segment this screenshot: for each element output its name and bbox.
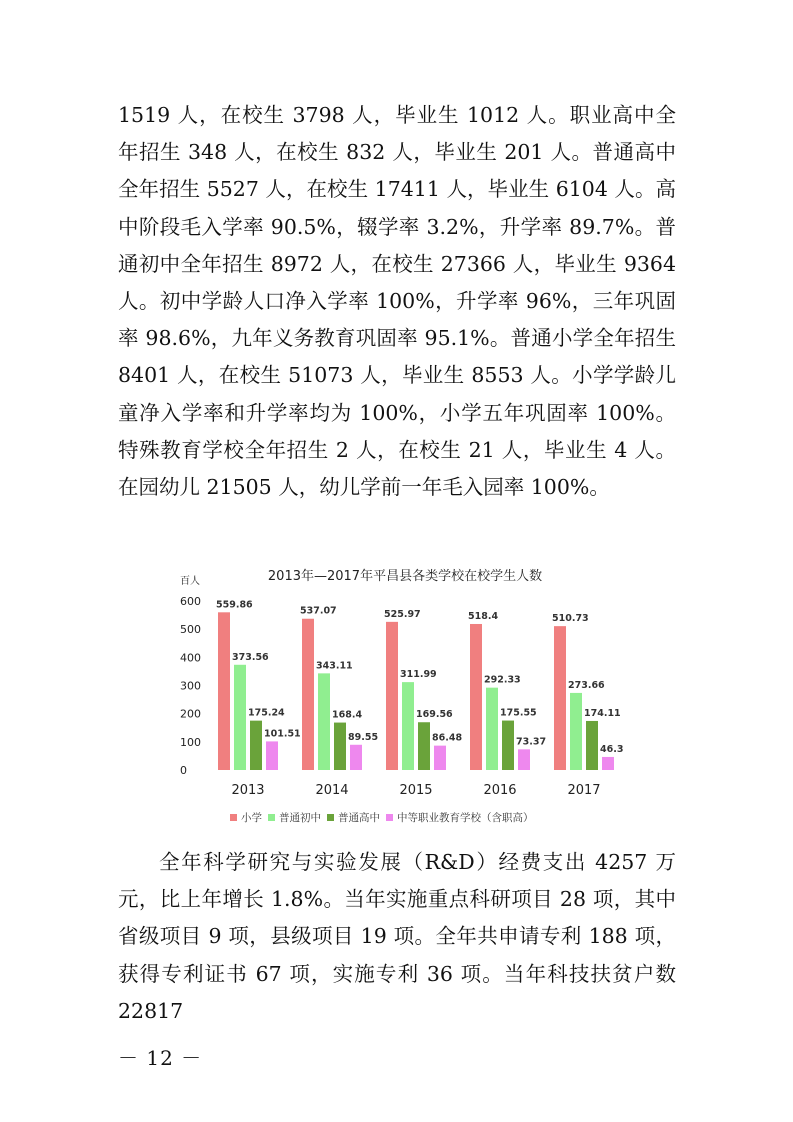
y-axis-unit-label: 百人	[180, 576, 200, 587]
y-tick-label: 0	[180, 764, 187, 777]
bar-2016-series-3	[518, 749, 530, 770]
bar-2015-series-2	[418, 722, 430, 770]
bar-value-label: 510.73	[552, 613, 589, 625]
bar-2015-series-1	[402, 682, 414, 770]
bar-2015-series-0	[386, 622, 398, 770]
bar-value-label: 343.11	[316, 660, 353, 672]
bar-value-label: 311.99	[400, 669, 437, 681]
chart-title: 2013年—2017年平昌县各类学校在校学生人数	[267, 569, 543, 584]
legend-label-2: 普通高中	[338, 812, 380, 824]
chart-canvas	[170, 558, 640, 843]
bar-2017-series-0	[554, 626, 566, 770]
legend-label-1: 普通初中	[279, 812, 321, 824]
bar-value-label: 46.3	[600, 743, 624, 755]
y-tick-label: 600	[180, 595, 201, 608]
bar-value-label: 373.56	[232, 651, 269, 663]
bar-value-label: 175.24	[248, 707, 285, 719]
y-tick-label: 100	[180, 735, 201, 749]
bar-value-label: 86.48	[432, 732, 463, 744]
bar-2016-series-2	[502, 721, 514, 770]
bar-value-label: 292.33	[484, 674, 521, 686]
student-enrollment-chart	[170, 558, 640, 843]
x-tick-label: 2014	[315, 783, 349, 798]
x-tick-label: 2017	[567, 783, 601, 798]
x-axis-ticks	[231, 783, 600, 798]
bar-value-label: 273.66	[568, 679, 605, 691]
bar-value-label: 175.55	[500, 707, 537, 719]
bar-2017-series-1	[570, 693, 582, 770]
bar-value-label: 518.4	[468, 610, 499, 622]
bar-value-label: 73.37	[516, 736, 547, 748]
bar-2014-series-2	[334, 723, 346, 770]
y-tick-label: 200	[180, 707, 201, 721]
bar-2013-series-1	[234, 665, 246, 770]
bar-2014-series-3	[350, 745, 362, 770]
bar-2016-series-0	[470, 624, 482, 770]
bar-value-label: 89.55	[348, 731, 379, 743]
legend-swatch-1	[268, 814, 275, 821]
body-paragraph-education: 1519 人，在校生 3798 人，毕业生 1012 人。职业高中全年招生 348 人，在校生 832 人，毕业生 201 人。普通高中全年招生 5527 人，在校生 17411 人，毕业生 6104 人。高中阶段毛入学率 90.5%，辍学率 3.2%，升学率 89.7%。普通初中全年招生 8972 人，在校生 27366 人，毕业生 9364 人。初中学龄人口净入学率 100%，升学率 96%，三年巩固率 98.6%，九年义务教育巩固率 95.1%。普通小学全年招生 8401 人，在校生 51073 人，毕业生 8553 人。小学学龄儿童净入学率和升学率均为 100%，小学五年巩固率 100%。特殊教育学校全年招生 2 人，在校生 21 人，毕业生 4 人。在园幼儿 21505 人，幼儿学前一年毛入园率 100%。	[118, 103, 676, 500]
chart-bars	[216, 599, 623, 770]
legend-swatch-2	[327, 814, 334, 821]
bar-2013-series-2	[250, 721, 262, 770]
y-tick-label: 300	[180, 679, 201, 693]
bar-2016-series-1	[486, 688, 498, 770]
x-tick-label: 2016	[483, 783, 517, 798]
bar-value-label: 174.11	[584, 707, 621, 719]
bar-value-label: 169.56	[416, 709, 453, 721]
x-tick-label: 2015	[399, 783, 433, 798]
body-paragraph-research: 全年科学研究与实验发展（R&D）经费支出 4257 万元，比上年增长 1.8%。当年实施重点科研项目 28 项，其中省级项目 9 项，县级项目 19 项。全年共申请专利 188 项，获得专利证书 67 项，实施专利 36 项。当年科技扶贫户数 22817	[118, 850, 676, 1023]
legend-label-3: 中等职业教育学校（含职高）	[397, 812, 534, 824]
bar-value-label: 559.86	[216, 599, 253, 611]
y-axis-ticks	[180, 595, 201, 777]
bar-2014-series-1	[318, 673, 330, 770]
y-tick-label: 500	[180, 623, 201, 637]
page-number: － 12 －	[118, 1046, 203, 1070]
y-tick-label: 400	[180, 651, 201, 665]
chart-legend	[230, 811, 534, 824]
bar-value-label: 537.07	[300, 605, 337, 617]
bar-2015-series-3	[434, 746, 446, 770]
bar-2017-series-3	[602, 757, 614, 770]
bar-value-label: 525.97	[384, 608, 421, 620]
x-tick-label: 2013	[231, 783, 265, 798]
bar-2013-series-0	[218, 612, 230, 770]
legend-swatch-0	[230, 814, 237, 821]
bar-2013-series-3	[266, 741, 278, 770]
bar-2014-series-0	[302, 619, 314, 770]
legend-swatch-3	[386, 814, 393, 821]
bar-value-label: 168.4	[332, 709, 363, 721]
bar-2017-series-2	[586, 721, 598, 770]
bar-value-label: 101.51	[264, 728, 301, 740]
legend-label-0: 小学	[241, 812, 262, 824]
